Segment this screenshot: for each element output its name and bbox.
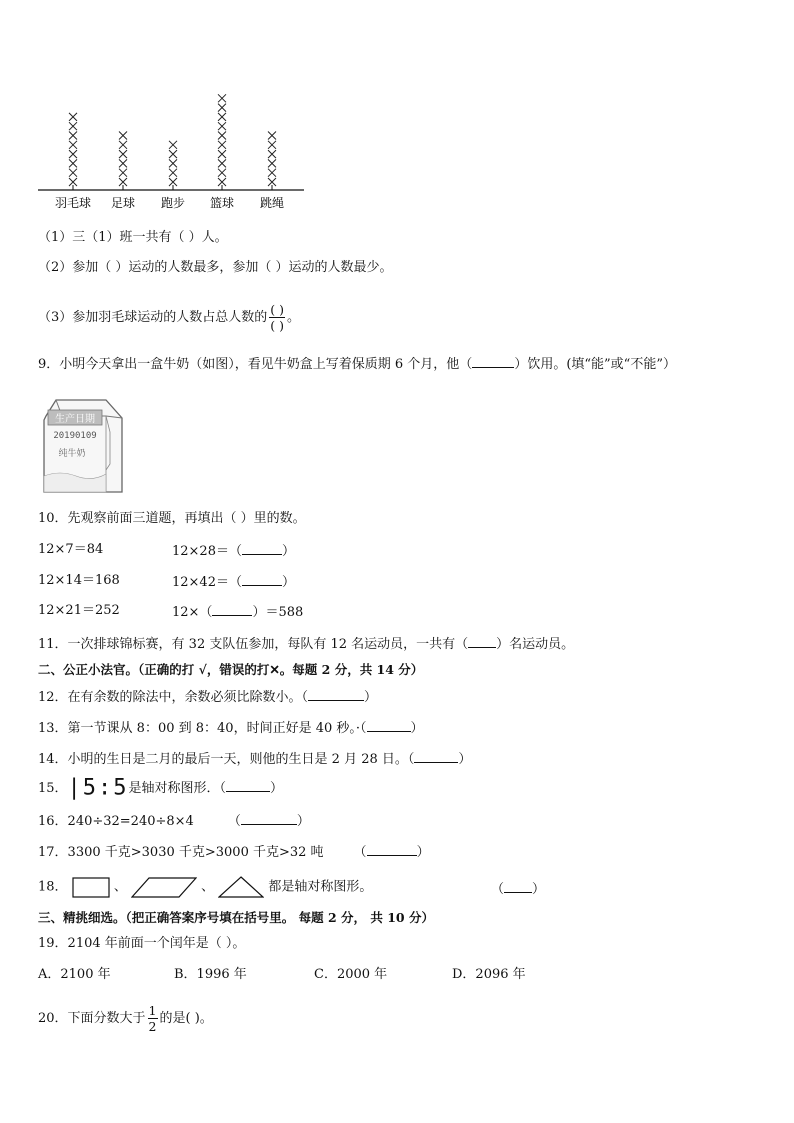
q10-right-1-post: ） (281, 544, 295, 559)
q18-mid: 都是轴对称图形。 (268, 879, 373, 895)
q19-option-b[interactable]: B．1996 年 (174, 967, 247, 982)
q10-left-3: 12×21＝252 (38, 603, 120, 618)
answer-blank[interactable] (504, 879, 532, 893)
cross-mark (218, 150, 226, 158)
section-3-heading: 三、精挑细选。（把正确答案序号填在括号里。 每题 2 分， 共 10 分） (38, 910, 434, 925)
cross-mark (218, 104, 226, 112)
fraction-denominator: 2 (148, 1019, 157, 1034)
q10-right-2 (172, 572, 295, 592)
q14-pre: 14．小明的生日是二月的最后一天，则他的生日是 2 月 28 日。（ (38, 752, 415, 767)
cross-mark (69, 122, 77, 130)
q15-text (38, 775, 284, 801)
answer-blank[interactable] (472, 354, 514, 368)
cross-mark (218, 141, 226, 149)
fraction-blank (269, 302, 285, 333)
cross-mark (268, 141, 276, 149)
q18-pre: 18． (38, 879, 68, 895)
milk-carton-image (40, 394, 128, 496)
fraction-denominator: ( ) (270, 318, 285, 333)
fraction-numerator: ( ) (270, 302, 285, 317)
cross-mark (218, 169, 226, 177)
q10-right-2-post: ） (281, 575, 295, 590)
chart-category-label: 跳绳 (259, 196, 285, 210)
q17-text (38, 842, 430, 862)
cross-mark (119, 159, 127, 167)
q11-post: ）名运动员。 (496, 637, 575, 652)
q8-sub2: （2）参加（ ）运动的人数最多，参加（ ）运动的人数最少。 (38, 260, 393, 275)
cross-mark (218, 113, 226, 121)
q18-answer (491, 879, 545, 899)
q8-sub3 (38, 302, 300, 333)
q9-pre: 9．小明今天拿出一盒牛奶（如图），看见牛奶盒上写着保质期 6 个月，他（ (38, 357, 473, 372)
fraction-numerator: 1 (148, 1003, 157, 1018)
q12-pre: 12．在有余数的除法中，余数必须比除数小。（ (38, 690, 309, 705)
q17-paren: （ (353, 845, 367, 860)
cross-mark (119, 150, 127, 158)
chart-category-label: 跑步 (160, 196, 186, 210)
q17-post: ） (416, 845, 430, 860)
q14-text (38, 749, 471, 769)
q18-sep1: 、 (113, 879, 127, 895)
cross-mark (218, 132, 226, 140)
cross-mark (218, 178, 226, 186)
q10-right-3 (172, 602, 303, 622)
q20-post: 的是( )。 (159, 1011, 213, 1026)
cross-mark (169, 169, 177, 177)
q11-text (38, 634, 574, 654)
section-2-heading: 二、公正小法官。（正确的打 √，错误的打✕。每题 2 分，共 14 分） (38, 662, 424, 677)
q18-text (38, 876, 372, 898)
chart-category-label: 羽毛球 (54, 196, 92, 210)
q11-pre: 11．一次排球锦标赛，有 32 支队伍参加，每队有 12 名运动员，一共有（ (38, 637, 469, 652)
q13-post: ） (410, 721, 424, 736)
rectangle-shape-icon (72, 876, 110, 898)
cross-mark (268, 178, 276, 186)
q16-text (38, 811, 310, 831)
q19-option-d[interactable]: D．2096 年 (452, 967, 526, 982)
cross-mark (169, 178, 177, 186)
q19-option-a[interactable]: A．2100 年 (38, 967, 111, 982)
cross-mark (268, 150, 276, 158)
cross-mark (69, 132, 77, 140)
answer-blank[interactable] (241, 811, 297, 825)
milk-label-product: 纯牛奶 (58, 449, 86, 459)
chart-category-label: 足球 (110, 196, 136, 210)
answer-blank[interactable] (212, 602, 252, 616)
q9-text (38, 354, 676, 374)
answer-blank[interactable] (242, 572, 282, 586)
q10-right-2-pre: 12×42＝（ (172, 575, 242, 590)
cross-mark (69, 178, 77, 186)
q10-right-3-post: ）＝588 (252, 605, 304, 620)
q8-sub3-end: 。 (287, 310, 301, 325)
milk-label-date: 20190109 (53, 431, 97, 441)
q20-pre: 20．下面分数大于 (38, 1011, 146, 1026)
q10-left-1: 12×7＝84 (38, 542, 104, 557)
q8-sub3-text: （3）参加羽毛球运动的人数占总人数的 (38, 310, 268, 325)
q16-pre: 16．240÷32=240÷8×4 (38, 814, 194, 829)
cross-mark (169, 150, 177, 158)
q16-post: ） (296, 814, 310, 829)
cross-mark (69, 169, 77, 177)
cross-mark (169, 141, 177, 149)
answer-blank[interactable] (226, 778, 270, 792)
cross-mark (69, 113, 77, 121)
q15-mid: 是轴对称图形．（ (128, 781, 227, 796)
q10-stem: 10．先观察前面三道题，再填出（ ）里的数。 (38, 511, 306, 526)
triangle-shape-icon (218, 876, 264, 898)
parallelogram-shape-icon (131, 876, 197, 898)
cross-mark (218, 122, 226, 130)
cross-mark (69, 150, 77, 158)
cross-mark (119, 141, 127, 149)
q12-post: ） (364, 690, 378, 705)
cross-mark (268, 159, 276, 167)
q18-post: ） (532, 882, 546, 897)
cross-mark (119, 132, 127, 140)
cross-mark (119, 178, 127, 186)
cross-mark (218, 94, 226, 102)
q13-pre: 13．第一节课从 8：00 到 8：40，时间正好是 40 秒。·（ (38, 721, 367, 736)
q9-post: ）饮用。(填“能”或“不能”） (514, 357, 676, 372)
q16-paren: （ (227, 814, 241, 829)
answer-blank[interactable] (308, 687, 364, 701)
q19-option-c[interactable]: C．2000 年 (314, 967, 388, 982)
cross-mark (218, 159, 226, 167)
answer-blank[interactable] (367, 842, 417, 856)
q14-post: ） (458, 752, 472, 767)
q15-post: ） (270, 781, 284, 796)
q20-text (38, 1003, 213, 1034)
cross-mark (268, 132, 276, 140)
q15-pre: 15． (38, 781, 68, 796)
q13-text (38, 718, 424, 738)
q12-text (38, 687, 377, 707)
cross-mark (69, 141, 77, 149)
q18-sep2: 、 (201, 879, 215, 895)
milk-label-date-title: 生产日期 (55, 414, 95, 425)
cross-mark (69, 159, 77, 167)
q10-right-1 (172, 541, 295, 561)
q10-right-3-pre: 12×（ (172, 605, 213, 620)
q19-stem: 19．2104 年前面一个闰年是（ ）。 (38, 936, 246, 951)
q8-sub1: （1）三（1）班一共有（ ）人。 (38, 230, 228, 245)
q18-paren: （ (491, 882, 505, 897)
cross-mark (169, 159, 177, 167)
chart-category-label: 篮球 (209, 196, 235, 210)
q10-right-1-pre: 12×28＝（ (172, 544, 242, 559)
cross-mark (268, 169, 276, 177)
answer-blank[interactable] (242, 541, 282, 555)
answer-blank[interactable] (468, 634, 496, 648)
answer-blank[interactable] (414, 749, 458, 763)
answer-blank[interactable] (367, 718, 411, 732)
cross-mark (119, 169, 127, 177)
q10-left-2: 12×14＝168 (38, 573, 120, 588)
fraction-one-half (148, 1003, 158, 1034)
digital-clock-glyph: |5:5 (67, 775, 129, 801)
cross-mark-chart (36, 80, 306, 215)
q17-pre: 17．3300 千克>3030 千克>3000 千克>32 吨 (38, 845, 324, 860)
